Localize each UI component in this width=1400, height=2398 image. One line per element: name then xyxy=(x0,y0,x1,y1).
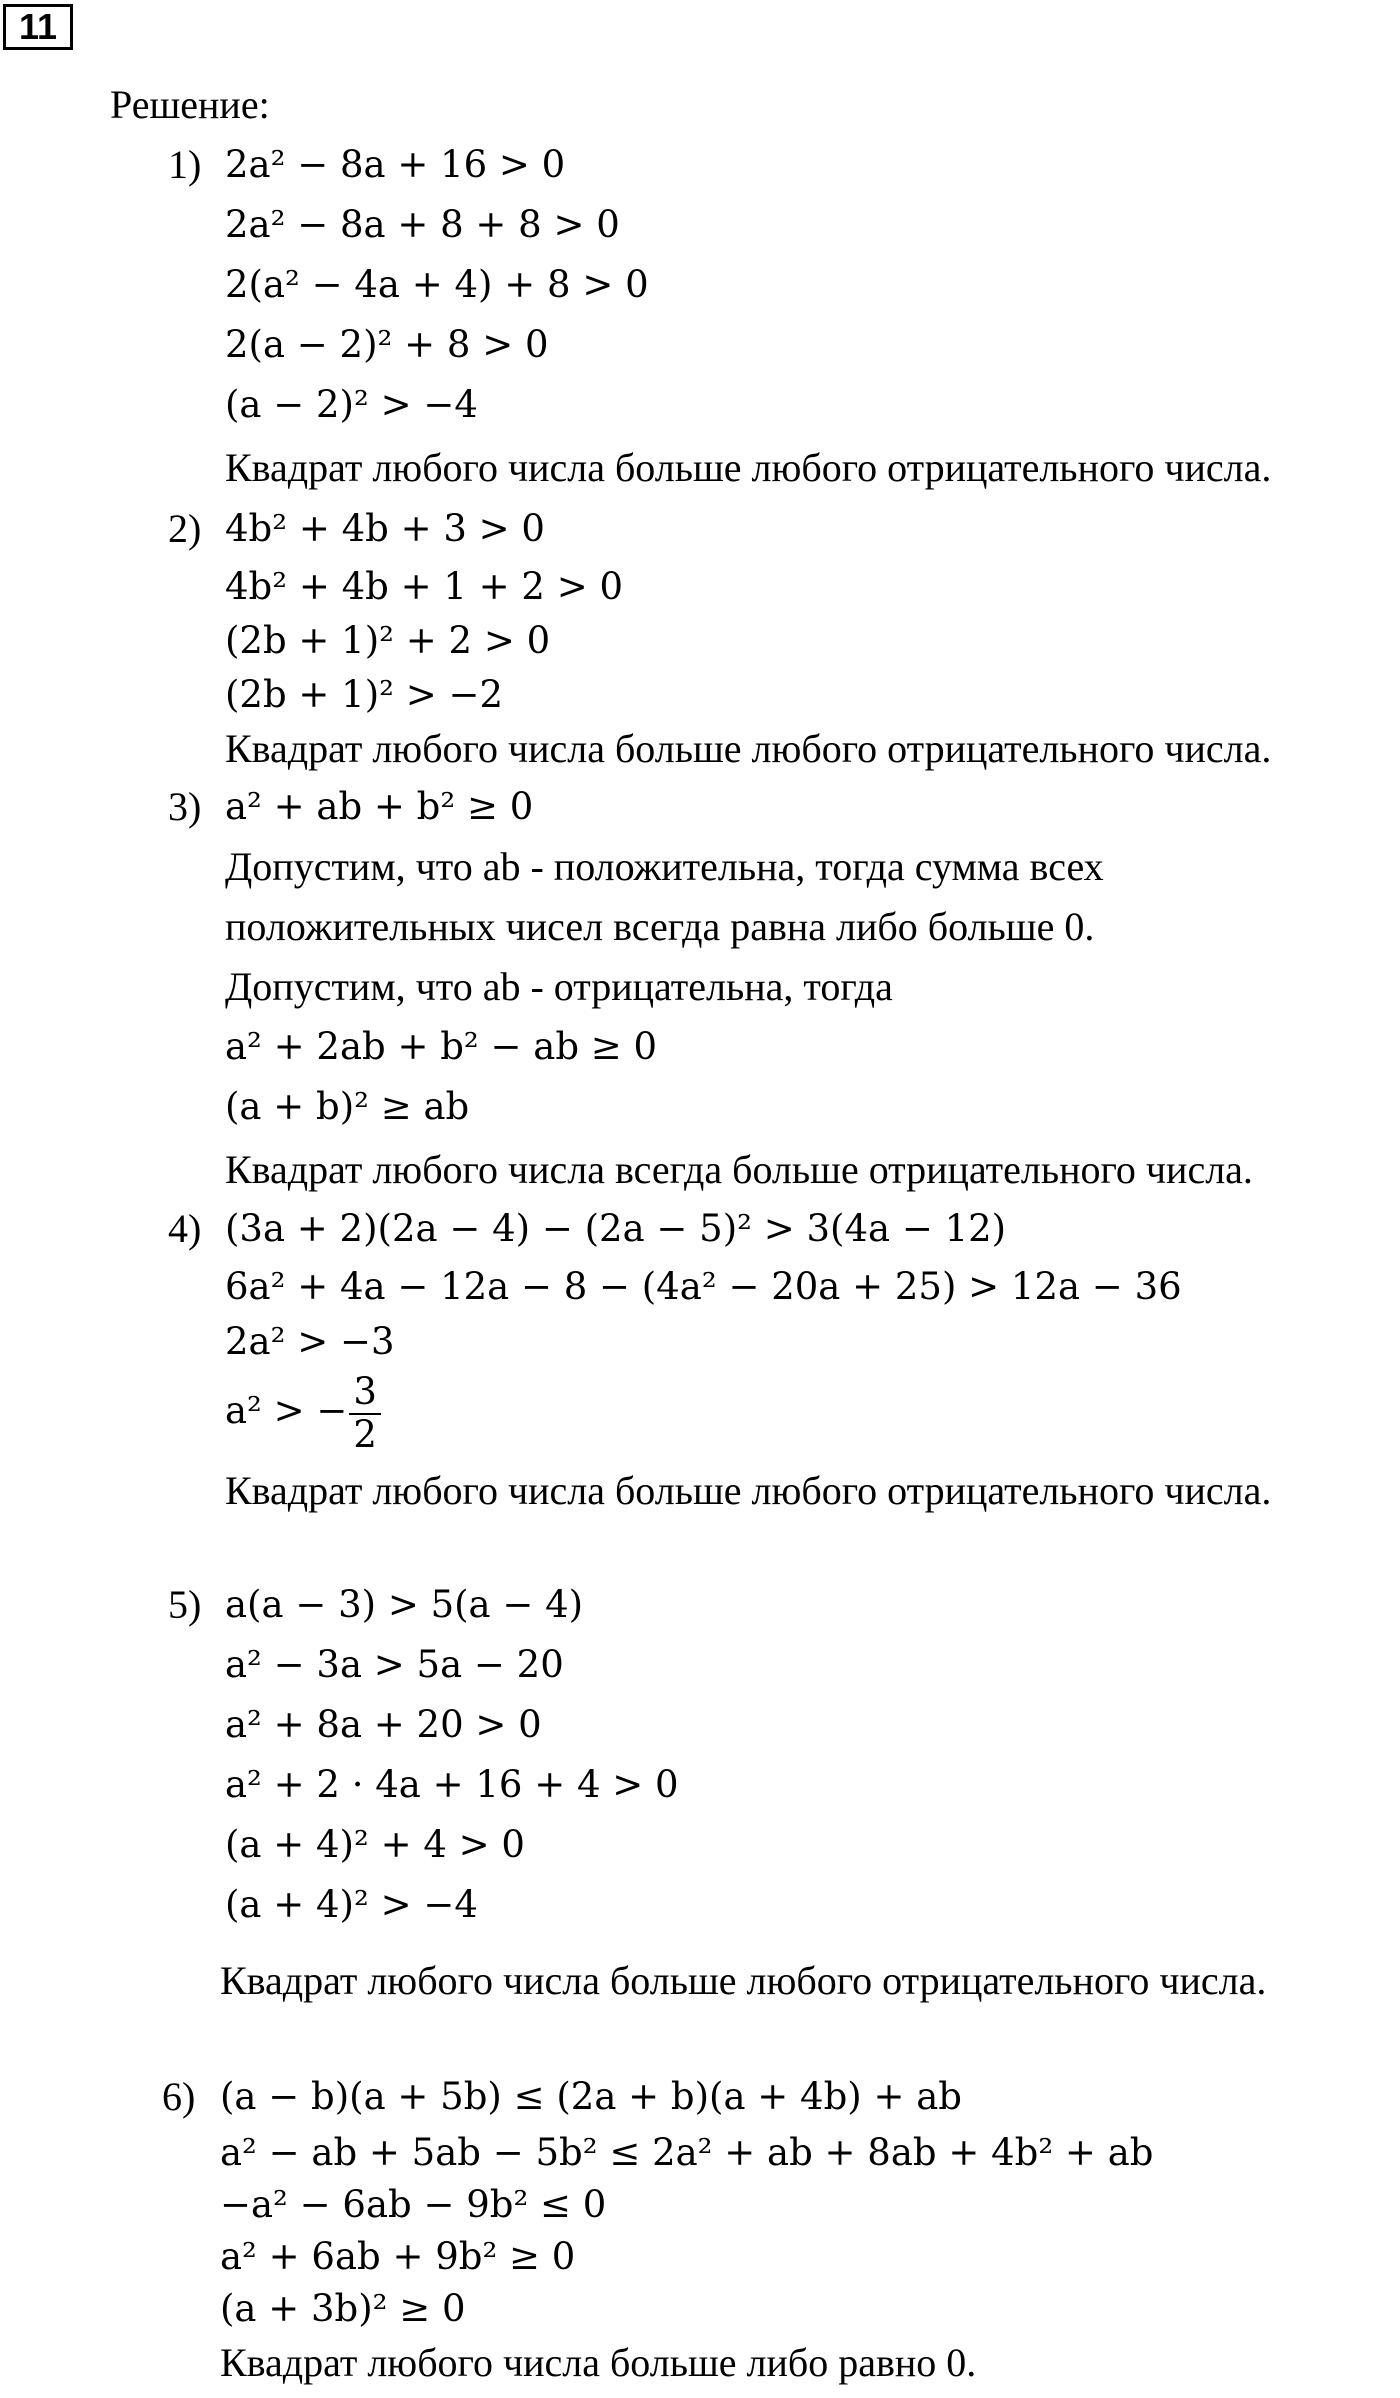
item-4-label: 4) xyxy=(168,1206,202,1251)
item-5-line-4: a² + 2 · 4a + 16 + 4 > 0 xyxy=(225,1763,679,1806)
item-6-line-1: (a − b)(a + 5b) ≤ (2a + b)(a + 4b) + ab xyxy=(220,2075,962,2118)
item-6-line-4: a² + 6ab + 9b² ≥ 0 xyxy=(220,2235,576,2278)
item-1-line-1: 2a² − 8a + 16 > 0 xyxy=(225,143,566,186)
item-4-line-4 xyxy=(225,1372,381,1455)
item-2-line-3: (2b + 1)² + 2 > 0 xyxy=(225,619,551,662)
item-3-line-5: a² + 2ab + b² − ab ≥ 0 xyxy=(225,1025,658,1068)
item-4-line-4-text: a² > − xyxy=(225,1389,348,1433)
item-5-line-3: a² + 8a + 20 > 0 xyxy=(225,1703,542,1746)
item-1-line-2: 2a² − 8a + 8 + 8 > 0 xyxy=(225,203,620,246)
item-6-conclusion: Квадрат любого числа больше либо равно 0. xyxy=(220,2340,977,2385)
item-6-label: 6) xyxy=(162,2074,196,2119)
item-5-label: 5) xyxy=(168,1582,202,1627)
item-3-label: 3) xyxy=(168,784,202,829)
item-2-label: 2) xyxy=(168,506,202,551)
item-5-line-2: a² − 3a > 5a − 20 xyxy=(225,1643,564,1686)
item-3-line-1: a² + ab + b² ≥ 0 xyxy=(225,785,534,828)
item-3-line-6: (a + b)² ≥ ab xyxy=(225,1085,470,1128)
problem-number: 11 xyxy=(3,4,73,50)
item-2-line-2: 4b² + 4b + 1 + 2 > 0 xyxy=(225,565,624,608)
item-3-conclusion: Квадрат любого числа всегда больше отрицательного числа. xyxy=(225,1147,1253,1192)
item-5-line-6: (a + 4)² > −4 xyxy=(225,1883,478,1926)
item-6-line-5: (a + 3b)² ≥ 0 xyxy=(220,2287,466,2330)
item-2-conclusion: Квадрат любого числа больше любого отрицательного числа. xyxy=(225,726,1272,771)
item-3-line-2: Допустим, что ab - положительна, тогда сумма всех xyxy=(225,844,1104,889)
item-4-line-2: 6a² + 4a − 12a − 8 − (4a² − 20a + 25) > 12a − 36 xyxy=(225,1265,1182,1308)
item-1-label: 1) xyxy=(168,142,202,187)
item-6-line-3: −a² − 6ab − 9b² ≤ 0 xyxy=(220,2183,607,2226)
item-4-line-3: 2a² > −3 xyxy=(225,1320,395,1363)
item-2-line-1: 4b² + 4b + 3 > 0 xyxy=(225,507,545,550)
item-2-line-4: (2b + 1)² > −2 xyxy=(225,673,504,716)
item-3-line-4: Допустим, что ab - отрицательна, тогда xyxy=(225,964,893,1009)
fraction-numerator: 3 xyxy=(353,1370,377,1413)
fraction xyxy=(349,1372,381,1455)
item-4-line-1: (3a + 2)(2a − 4) − (2a − 5)² > 3(4a − 12) xyxy=(225,1207,1007,1250)
item-3-line-3: положительных чисел всегда равна либо больше 0. xyxy=(225,904,1095,949)
solution-heading: Решение: xyxy=(110,82,270,127)
item-1-conclusion: Квадрат любого числа больше любого отрицательного числа. xyxy=(225,445,1272,490)
item-5-conclusion: Квадрат любого числа больше любого отрицательного числа. xyxy=(220,1958,1267,2003)
item-5-line-5: (a + 4)² + 4 > 0 xyxy=(225,1823,525,1866)
item-1-line-4: 2(a − 2)² + 8 > 0 xyxy=(225,323,549,366)
item-6-line-2: a² − ab + 5ab − 5b² ≤ 2a² + ab + 8ab + 4b² + ab xyxy=(220,2131,1154,2174)
item-5-line-1: a(a − 3) > 5(a − 4) xyxy=(225,1583,584,1626)
item-4-conclusion: Квадрат любого числа больше любого отрицательного числа. xyxy=(225,1468,1272,1513)
fraction-denominator: 2 xyxy=(349,1413,381,1456)
item-1-line-5: (a − 2)² > −4 xyxy=(225,383,478,426)
item-1-line-3: 2(a² − 4a + 4) + 8 > 0 xyxy=(225,263,649,306)
